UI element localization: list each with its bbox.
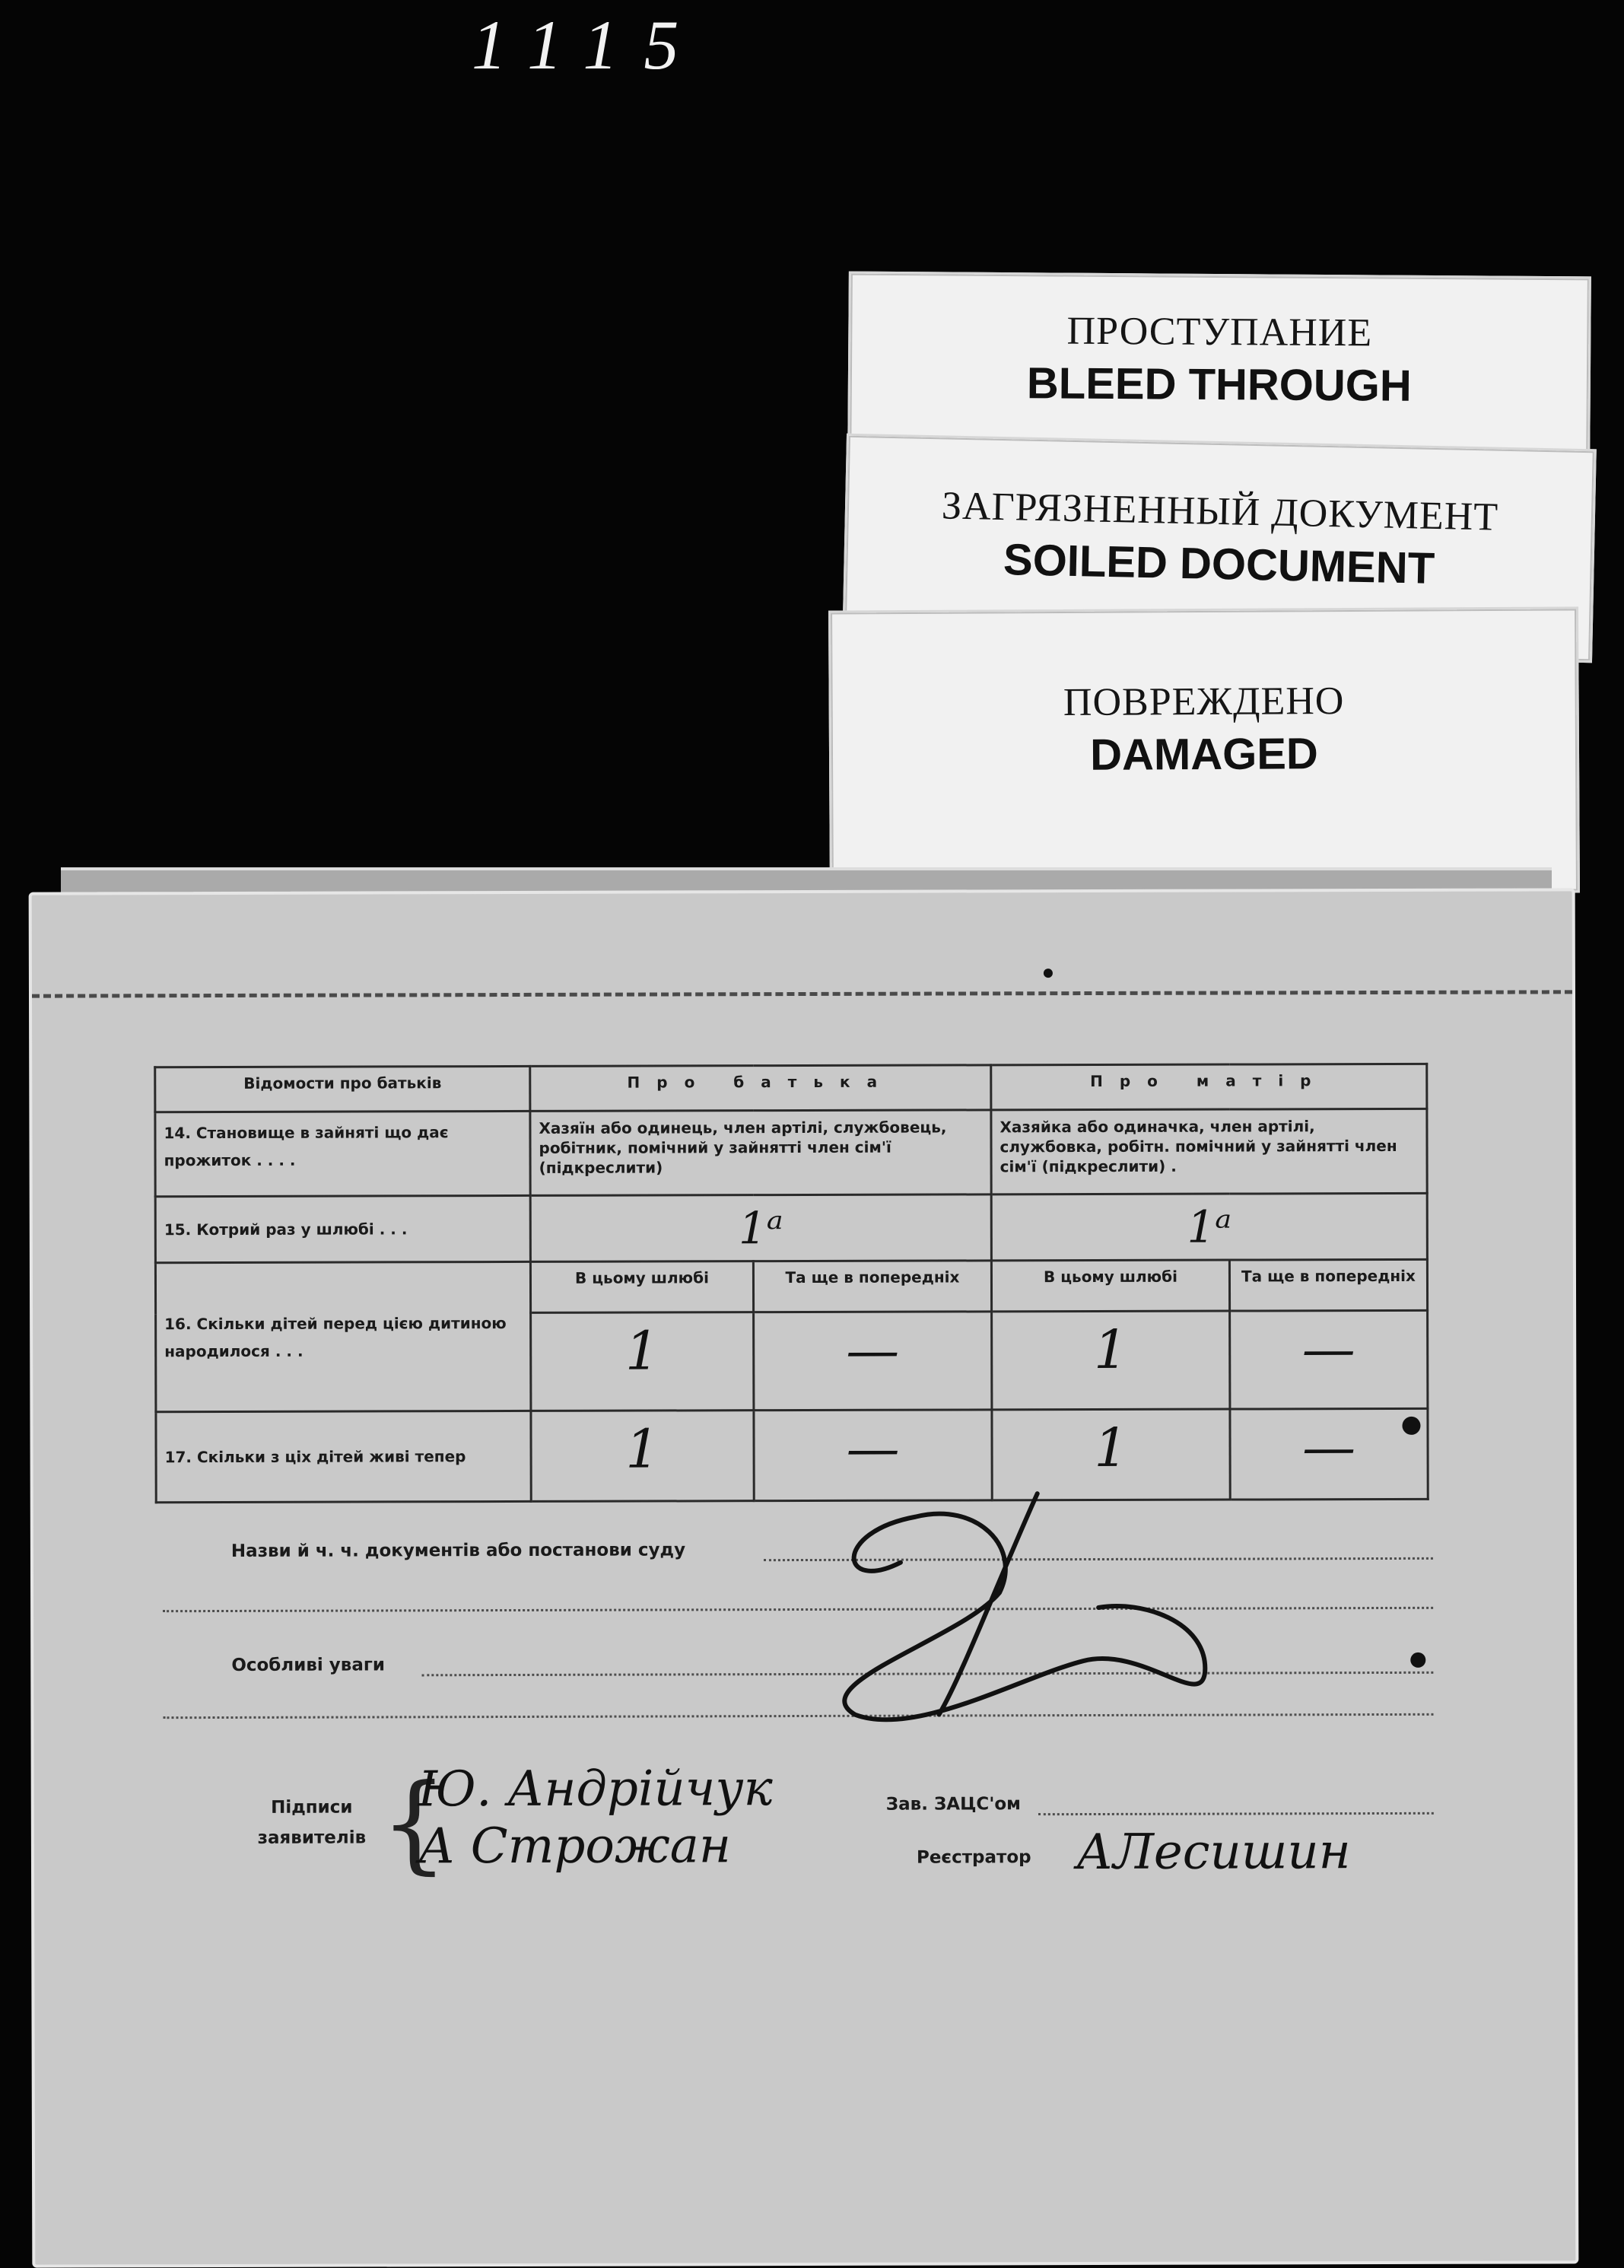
row-15-mother-value: 1ᵃ <box>1187 1201 1232 1253</box>
row-15-father-value: 1ᵃ <box>738 1202 783 1255</box>
row-17-value: 1 <box>1094 1416 1128 1479</box>
row-15-father-cell <box>530 1194 991 1262</box>
table-header-row <box>155 1064 1427 1112</box>
documents-label: Назви й ч. ч. документів або постанови суду <box>230 1540 686 1561</box>
row-15-label: 15. Котрий раз у шлюбі . . . <box>155 1195 530 1262</box>
row-17-value: 1 <box>625 1417 659 1481</box>
ink-dot <box>1044 969 1053 978</box>
parents-info-table <box>154 1063 1429 1503</box>
subheader-this-marriage-mother: В цьому шлюбі <box>991 1260 1229 1312</box>
registration-form-page <box>29 888 1579 2267</box>
notice-en: BLEED THROUGH <box>1026 358 1413 411</box>
row-16-value: 1 <box>624 1319 659 1382</box>
notice-en: DAMAGED <box>1090 729 1319 780</box>
notice-ru: ЗАГРЯЗНЕННЫЙ ДОКУМЕНТ <box>941 484 1499 539</box>
row-14-label: 14. Становище в зайняті що дає прожиток . . . . <box>155 1111 530 1196</box>
cancellation-flourish <box>825 1485 1251 1737</box>
notice-en: SOILED DOCUMENT <box>1003 535 1435 593</box>
damaged-notice <box>828 606 1580 896</box>
row-16-value: — <box>1301 1318 1355 1381</box>
frame-number: 1115 <box>472 6 705 84</box>
subheader-this-marriage-father: В цьому шлюбі <box>530 1261 753 1313</box>
row-15-mother-cell <box>991 1193 1427 1260</box>
subheader-previous-mother: Та ще в попередніх <box>1229 1259 1427 1311</box>
children-subheader-row <box>155 1259 1427 1313</box>
row-17-label: 17. Скільки з ціх дітей живі тепер <box>156 1411 531 1502</box>
row-16-value: — <box>846 1318 900 1382</box>
registrar-label: Реєстратор <box>916 1847 1031 1868</box>
head-of-office-line <box>1038 1812 1434 1815</box>
signatures-brace: { <box>380 1761 449 1886</box>
signatures-label: Підписи заявителів <box>257 1797 367 1848</box>
registrar-signature: АЛесишин <box>1076 1824 1351 1882</box>
row-17-value: — <box>846 1417 900 1480</box>
row-17-cell <box>531 1411 754 1502</box>
applicant-signature-1: Ю. Андрійчук <box>418 1761 773 1818</box>
row-14-mother: Хазяйка або одиначка, член артілі, службовка, робітн. помічний у зайнятті член сім'ї (підкреслити) . <box>991 1109 1427 1194</box>
row-14 <box>155 1109 1427 1196</box>
row-16-cell <box>1230 1310 1428 1409</box>
head-of-office-label: Зав. ЗАЦС'ом <box>885 1794 1021 1815</box>
applicant-signature-2: А Строжан <box>418 1818 732 1875</box>
header-mother: Про матір <box>991 1064 1427 1109</box>
row-16-cell <box>754 1312 992 1411</box>
row-16-cell <box>531 1312 754 1411</box>
row-14-father: Хазяїн або одинець, член артілі, службовець, робітник, помічний у зайнятті член сім'ї (підкреслити) <box>530 1110 991 1196</box>
notice-ru: ПОВРЕЖДЕНО <box>1063 679 1345 724</box>
header-parents-info: Відомости про батьків <box>155 1066 530 1112</box>
row-17-value: — <box>1301 1416 1356 1479</box>
perforation-line <box>32 990 1572 997</box>
hole-mark <box>1410 1652 1425 1668</box>
row-16-cell <box>992 1311 1230 1410</box>
row-16-label: 16. Скільки дітей перед цією дитиною народилося . . . <box>155 1261 531 1411</box>
header-father: Про батька <box>530 1065 991 1112</box>
subheader-previous-father: Та ще в попередніх <box>753 1261 991 1312</box>
row-16-value: 1 <box>1093 1318 1128 1382</box>
row-17-cell <box>1230 1408 1428 1500</box>
notice-ru: ПРОСТУПАНИЕ <box>1066 309 1373 355</box>
notes-label: Особливі уваги <box>231 1655 385 1675</box>
row-15 <box>155 1193 1427 1262</box>
